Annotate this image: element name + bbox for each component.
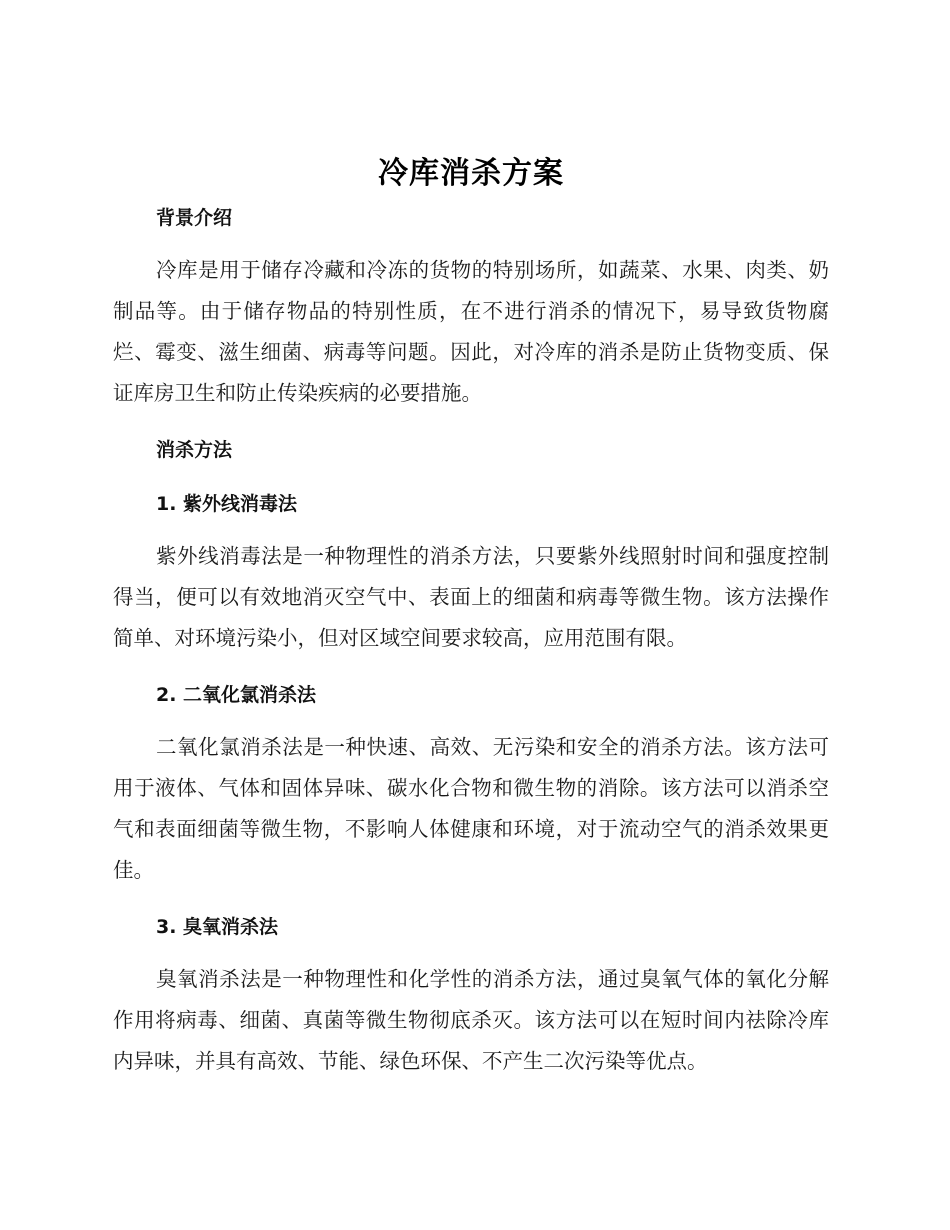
- section-heading-chlorine-dioxide: 2. 二氧化氯消杀法: [156, 684, 317, 706]
- section-paragraph-background: 冷库是用于储存冷藏和冷冻的货物的特别场所，如蔬菜、水果、肉类、奶制品等。由于储存物品的特别性质，在不进行消杀的情况下，易导致货物腐烂、霉变、滋生细菌、病毒等问题。因此，对冷库的消杀是防止货物变质、保证库房卫生和防止传染疾病的必要措施。: [113, 258, 829, 405]
- section-paragraph-ozone: 臭氧消杀法是一种物理性和化学性的消杀方法，通过臭氧气体的氧化分解作用将病毒、细菌、真菌等微生物彻底杀灭。该方法可以在短时间内祛除冷库内异味，并具有高效、节能、绿色环保、不产生二次污染等优点。: [113, 967, 829, 1073]
- section-paragraph-uv: 紫外线消毒法是一种物理性的消杀方法，只要紫外线照射时间和强度控制得当，便可以有效地消灭空气中、表面上的细菌和病毒等微生物。该方法操作简单、对环境污染小，但对区域空间要求较高，应用范围有限。: [113, 544, 829, 650]
- section-paragraph-chlorine-dioxide: 二氧化氯消杀法是一种快速、高效、无污染和安全的消杀方法。该方法可用于液体、气体和固体异味、碳水化合物和微生物的消除。该方法可以消杀空气和表面细菌等微生物，不影响人体健康和环境，对于流动空气的消杀效果更佳。: [113, 735, 829, 882]
- section-heading-methods: 消杀方法: [156, 439, 233, 461]
- section-heading-background: 背景介绍: [156, 207, 233, 229]
- document-title: 冷库消杀方案: [378, 156, 564, 191]
- section-heading-ozone: 3. 臭氧消杀法: [156, 916, 279, 938]
- section-heading-uv: 1. 紫外线消毒法: [156, 493, 298, 515]
- document-body: [113, 148, 829, 1082]
